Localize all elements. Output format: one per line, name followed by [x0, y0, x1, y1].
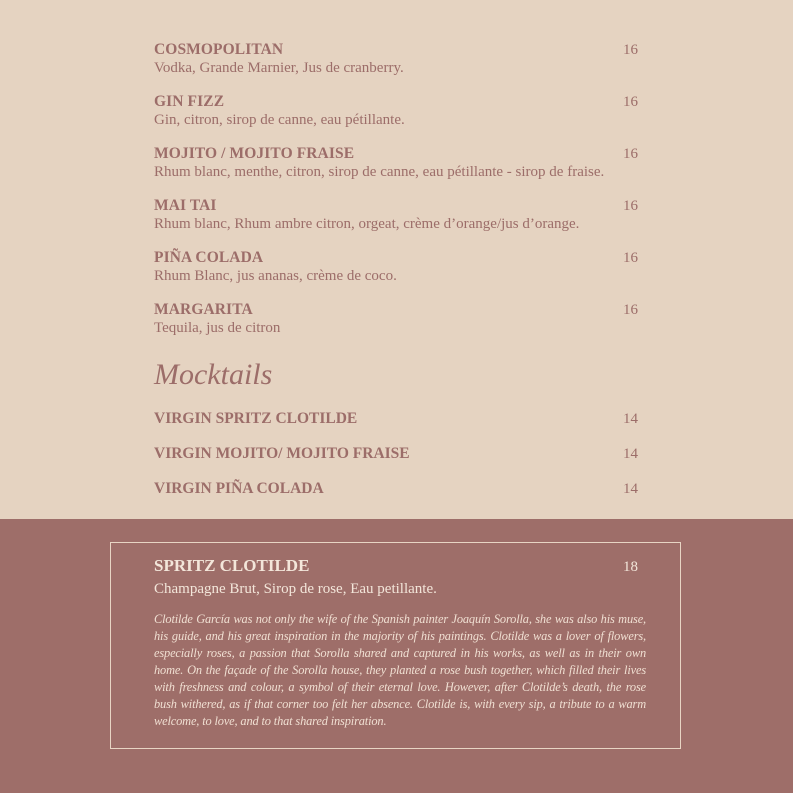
item-name: MOJITO / MOJITO FRAISE	[154, 145, 355, 162]
mocktails-heading: Mocktails	[154, 358, 273, 391]
item-description: Tequila, jus de citron	[154, 320, 281, 336]
feature-item	[154, 556, 638, 598]
item-name: VIRGIN MOJITO/ MOJITO FRAISE	[154, 445, 410, 462]
item-price: 16	[623, 94, 638, 110]
mocktail-item	[154, 445, 638, 463]
menu-item	[154, 41, 638, 77]
item-price: 16	[623, 250, 638, 266]
feature-description: Champagne Brut, Sirop de rose, Eau petillante.	[154, 581, 437, 597]
item-price: 14	[623, 481, 638, 497]
item-price: 16	[623, 198, 638, 214]
item-name: PIÑA COLADA	[154, 249, 264, 266]
item-price: 16	[623, 302, 638, 318]
item-description: Rhum Blanc, jus ananas, crème de coco.	[154, 268, 397, 284]
feature-story: Clotilde García was not only the wife of the Spanish painter Joaquín Sorolla, she was also his muse, his guide, and his great inspiration in the majority of his paintings. Clotilde was a lover of flowers, especially roses, a passion that Sorolla shared and captured in his works, as well as in their own home. On the façade of the Sorolla house, they planted a rose bush together, which filled their lives with freshness and colour, a symbol of their eternal love. However, after Clotilde’s death, the rose bush withered, as if that corner too felt her absence. Clotilde is, with every sip, a tribute to a warm welcome, to love, and to that shared inspiration.	[154, 612, 646, 728]
item-price: 14	[623, 446, 638, 462]
item-name: MARGARITA	[154, 301, 253, 318]
item-price: 16	[623, 42, 638, 58]
item-price: 16	[623, 146, 638, 162]
menu-item	[154, 301, 638, 337]
menu-item	[154, 197, 638, 233]
mocktail-item	[154, 480, 638, 498]
item-description: Rhum blanc, Rhum ambre citron, orgeat, crème d’orange/jus d’orange.	[154, 216, 580, 232]
item-name: VIRGIN SPRITZ CLOTILDE	[154, 410, 358, 427]
item-description: Gin, citron, sirop de canne, eau pétillante.	[154, 112, 405, 128]
item-name: GIN FIZZ	[154, 93, 225, 110]
menu-item	[154, 249, 638, 285]
item-name: VIRGIN PIÑA COLADA	[154, 480, 324, 497]
feature-name: SPRITZ CLOTILDE	[154, 556, 310, 575]
item-name: COSMOPOLITAN	[154, 41, 284, 58]
menu-item	[154, 93, 638, 129]
feature-price: 18	[623, 559, 638, 575]
menu-item	[154, 145, 638, 181]
item-price: 14	[623, 411, 638, 427]
mocktail-item	[154, 410, 638, 428]
item-description: Rhum blanc, menthe, citron, sirop de canne, eau pétillante - sirop de fraise.	[154, 164, 605, 180]
item-description: Vodka, Grande Marnier, Jus de cranberry.	[154, 60, 404, 76]
item-name: MAI TAI	[154, 197, 217, 214]
